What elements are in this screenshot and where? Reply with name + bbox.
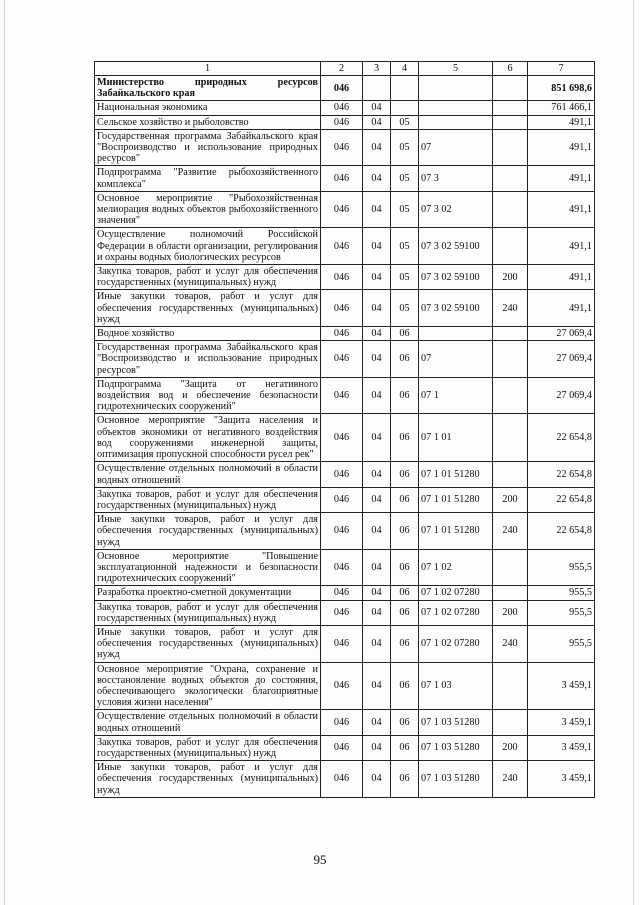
- ministry-code-cell: 046: [321, 115, 363, 129]
- subsection-code-cell: [391, 101, 419, 115]
- subsection-code-cell: 06: [391, 513, 419, 550]
- table-row: [95, 265, 595, 290]
- amount-cell: 491,1: [528, 265, 595, 290]
- table-row: [95, 166, 595, 191]
- row-name-cell: Осуществление полномочий Российской Федерации в области организации, регулирования и охраны водных биологических ресурсов: [95, 228, 321, 265]
- amount-cell: 22 654,8: [528, 414, 595, 462]
- table-row: [95, 487, 595, 512]
- subsection-code-cell: 06: [391, 462, 419, 487]
- expense-type-cell: 240: [493, 513, 528, 550]
- target-article-cell: 07 1 03 51280: [419, 761, 493, 798]
- target-article-cell: 07 1 01 51280: [419, 462, 493, 487]
- ministry-code-cell: 046: [321, 625, 363, 662]
- expense-type-cell: [493, 414, 528, 462]
- section-code-cell: 04: [363, 166, 391, 191]
- ministry-code-cell: 046: [321, 662, 363, 710]
- ministry-code-cell: 046: [321, 265, 363, 290]
- expense-type-cell: 200: [493, 735, 528, 760]
- row-name-cell: Иные закупки товаров, работ и услуг для обеспечения государственных (муниципальных) нужд: [95, 625, 321, 662]
- section-code-cell: 04: [363, 513, 391, 550]
- subsection-code-cell: 06: [391, 549, 419, 586]
- target-article-cell: 07 1 02: [419, 549, 493, 586]
- amount-cell: 3 459,1: [528, 710, 595, 735]
- target-article-cell: 07 1 01 51280: [419, 487, 493, 512]
- subsection-code-cell: 06: [391, 761, 419, 798]
- table-row: [95, 513, 595, 550]
- amount-cell: 491,1: [528, 115, 595, 129]
- subsection-code-cell: 05: [391, 191, 419, 228]
- section-code-cell: 04: [363, 462, 391, 487]
- table-row: [95, 76, 595, 101]
- table-row: [95, 327, 595, 341]
- target-article-cell: 07 3 02: [419, 191, 493, 228]
- row-name-cell: Закупка товаров, работ и услуг для обеспечения государственных (муниципальных) нужд: [95, 600, 321, 625]
- section-code-cell: 04: [363, 129, 391, 166]
- subsection-code-cell: 06: [391, 710, 419, 735]
- amount-cell: 491,1: [528, 290, 595, 327]
- amount-cell: 491,1: [528, 191, 595, 228]
- row-name-cell: Основное мероприятие "Защита населения и объектов экономики от негативного воздействия вод сооружениями инженерной защиты, оптимизация пропускной способности русел рек": [95, 414, 321, 462]
- column-header: 5: [419, 62, 493, 76]
- target-article-cell: [419, 76, 493, 101]
- subsection-code-cell: 06: [391, 600, 419, 625]
- target-article-cell: 07 1 03 51280: [419, 735, 493, 760]
- row-name-cell: Подпрограмма "Защита от негативного воздействия вод и обеспечение безопасности гидротехнических сооружений": [95, 377, 321, 414]
- row-name-cell: Основное мероприятие "Охрана, сохранение и восстановление водных объектов до состояния, обеспечивающего экологически благоприятные условия жизни населения": [95, 662, 321, 710]
- section-code-cell: [363, 76, 391, 101]
- row-name-cell: Разработка проектно-сметной документации: [95, 586, 321, 600]
- column-header: 1: [95, 62, 321, 76]
- ministry-code-cell: 046: [321, 101, 363, 115]
- section-code-cell: 04: [363, 662, 391, 710]
- target-article-cell: 07 1 01 51280: [419, 513, 493, 550]
- ministry-code-cell: 046: [321, 76, 363, 101]
- target-article-cell: 07: [419, 129, 493, 166]
- table-body: [95, 76, 595, 798]
- section-code-cell: 04: [363, 191, 391, 228]
- row-name-cell: Министерство природных ресурсов Забайкальского края: [95, 76, 321, 101]
- table-row: [95, 129, 595, 166]
- page-edge-right: [633, 0, 634, 905]
- ministry-code-cell: 046: [321, 129, 363, 166]
- subsection-code-cell: 05: [391, 115, 419, 129]
- section-code-cell: 04: [363, 115, 391, 129]
- amount-cell: 22 654,8: [528, 513, 595, 550]
- table-row: [95, 586, 595, 600]
- target-article-cell: 07 3: [419, 166, 493, 191]
- table-row: [95, 115, 595, 129]
- page-edge-left: [4, 0, 5, 905]
- expense-type-cell: [493, 101, 528, 115]
- amount-cell: 22 654,8: [528, 487, 595, 512]
- amount-cell: 955,5: [528, 549, 595, 586]
- target-article-cell: 07 3 02 59100: [419, 290, 493, 327]
- expense-type-cell: 200: [493, 600, 528, 625]
- expense-type-cell: [493, 327, 528, 341]
- expense-type-cell: [493, 586, 528, 600]
- ministry-code-cell: 046: [321, 327, 363, 341]
- table-row: [95, 662, 595, 710]
- table-row: [95, 228, 595, 265]
- ministry-code-cell: 046: [321, 761, 363, 798]
- section-code-cell: 04: [363, 487, 391, 512]
- column-header: 6: [493, 62, 528, 76]
- target-article-cell: [419, 101, 493, 115]
- subsection-code-cell: 05: [391, 228, 419, 265]
- table-row: [95, 710, 595, 735]
- ministry-code-cell: 046: [321, 735, 363, 760]
- subsection-code-cell: 06: [391, 341, 419, 378]
- row-name-cell: Иные закупки товаров, работ и услуг для обеспечения государственных (муниципальных) нужд: [95, 290, 321, 327]
- table-row: [95, 625, 595, 662]
- amount-cell: 3 459,1: [528, 662, 595, 710]
- target-article-cell: 07 1 03 51280: [419, 710, 493, 735]
- target-article-cell: 07 1 02 07280: [419, 586, 493, 600]
- expense-type-cell: 200: [493, 487, 528, 512]
- section-code-cell: 04: [363, 625, 391, 662]
- expense-type-cell: [493, 228, 528, 265]
- subsection-code-cell: 05: [391, 265, 419, 290]
- amount-cell: 27 069,4: [528, 327, 595, 341]
- subsection-code-cell: 06: [391, 586, 419, 600]
- amount-cell: 761 466,1: [528, 101, 595, 115]
- amount-cell: 491,1: [528, 228, 595, 265]
- table-row: [95, 191, 595, 228]
- table-row: [95, 549, 595, 586]
- ministry-code-cell: 046: [321, 586, 363, 600]
- expense-type-cell: [493, 710, 528, 735]
- column-header: 3: [363, 62, 391, 76]
- table-row: [95, 414, 595, 462]
- section-code-cell: 04: [363, 265, 391, 290]
- section-code-cell: 04: [363, 600, 391, 625]
- row-name-cell: Закупка товаров, работ и услуг для обеспечения государственных (муниципальных) нужд: [95, 487, 321, 512]
- ministry-code-cell: 046: [321, 377, 363, 414]
- section-code-cell: 04: [363, 101, 391, 115]
- row-name-cell: Основное мероприятие "Повышение эксплуатационной надежности и безопасности гидротехнических сооружений": [95, 549, 321, 586]
- section-code-cell: 04: [363, 377, 391, 414]
- amount-cell: 3 459,1: [528, 761, 595, 798]
- row-name-cell: Осуществление отдельных полномочий в области водных отношений: [95, 710, 321, 735]
- row-name-cell: Государственная программа Забайкальского края "Воспроизводство и использование природных ресурсов": [95, 129, 321, 166]
- target-article-cell: 07 1: [419, 377, 493, 414]
- column-header: 4: [391, 62, 419, 76]
- subsection-code-cell: 06: [391, 487, 419, 512]
- amount-cell: 491,1: [528, 166, 595, 191]
- target-article-cell: [419, 327, 493, 341]
- budget-table: [94, 61, 595, 798]
- expense-type-cell: [493, 191, 528, 228]
- ministry-code-cell: 046: [321, 462, 363, 487]
- column-header: 2: [321, 62, 363, 76]
- section-code-cell: 04: [363, 341, 391, 378]
- target-article-cell: 07 3 02 59100: [419, 228, 493, 265]
- ministry-code-cell: 046: [321, 414, 363, 462]
- expense-type-cell: [493, 377, 528, 414]
- row-name-cell: Государственная программа Забайкальского края "Воспроизводство и использование природных ресурсов": [95, 341, 321, 378]
- expense-type-cell: [493, 662, 528, 710]
- target-article-cell: [419, 115, 493, 129]
- table-row: [95, 462, 595, 487]
- subsection-code-cell: 06: [391, 735, 419, 760]
- target-article-cell: 07 1 03: [419, 662, 493, 710]
- section-code-cell: 04: [363, 735, 391, 760]
- page-number: 95: [313, 852, 327, 867]
- section-code-cell: 04: [363, 414, 391, 462]
- subsection-code-cell: 06: [391, 327, 419, 341]
- section-code-cell: 04: [363, 327, 391, 341]
- amount-cell: 955,5: [528, 625, 595, 662]
- target-article-cell: 07 1 02 07280: [419, 600, 493, 625]
- amount-cell: 955,5: [528, 586, 595, 600]
- subsection-code-cell: 05: [391, 129, 419, 166]
- subsection-code-cell: 06: [391, 414, 419, 462]
- ministry-code-cell: 046: [321, 228, 363, 265]
- ministry-code-cell: 046: [321, 341, 363, 378]
- table-row: [95, 290, 595, 327]
- expense-type-cell: [493, 115, 528, 129]
- expense-type-cell: [493, 76, 528, 101]
- expense-type-cell: [493, 129, 528, 166]
- row-name-cell: Иные закупки товаров, работ и услуг для обеспечения государственных (муниципальных) нужд: [95, 513, 321, 550]
- table-row: [95, 761, 595, 798]
- ministry-code-cell: 046: [321, 166, 363, 191]
- column-header: 7: [528, 62, 595, 76]
- table-row: [95, 377, 595, 414]
- ministry-code-cell: 046: [321, 487, 363, 512]
- section-code-cell: 04: [363, 761, 391, 798]
- ministry-code-cell: 046: [321, 513, 363, 550]
- section-code-cell: 04: [363, 586, 391, 600]
- target-article-cell: 07 1 02 07280: [419, 625, 493, 662]
- subsection-code-cell: 05: [391, 166, 419, 191]
- table-row: [95, 341, 595, 378]
- row-name-cell: Подпрограмма "Развитие рыбохозяйственного комплекса": [95, 166, 321, 191]
- section-code-cell: 04: [363, 228, 391, 265]
- header-row: [95, 62, 595, 76]
- ministry-code-cell: 046: [321, 290, 363, 327]
- expense-type-cell: [493, 549, 528, 586]
- section-code-cell: 04: [363, 549, 391, 586]
- row-name-cell: Национальная экономика: [95, 101, 321, 115]
- ministry-code-cell: 046: [321, 710, 363, 735]
- row-name-cell: Закупка товаров, работ и услуг для обеспечения государственных (муниципальных) нужд: [95, 735, 321, 760]
- subsection-code-cell: 06: [391, 662, 419, 710]
- ministry-code-cell: 046: [321, 600, 363, 625]
- expense-type-cell: 240: [493, 625, 528, 662]
- expense-type-cell: [493, 341, 528, 378]
- subsection-code-cell: [391, 76, 419, 101]
- table-row: [95, 735, 595, 760]
- amount-cell: 491,1: [528, 129, 595, 166]
- amount-cell: 851 698,6: [528, 76, 595, 101]
- amount-cell: 22 654,8: [528, 462, 595, 487]
- row-name-cell: Закупка товаров, работ и услуг для обеспечения государственных (муниципальных) нужд: [95, 265, 321, 290]
- row-name-cell: Водное хозяйство: [95, 327, 321, 341]
- amount-cell: 27 069,4: [528, 341, 595, 378]
- table-row: [95, 101, 595, 115]
- amount-cell: 955,5: [528, 600, 595, 625]
- expense-type-cell: 240: [493, 290, 528, 327]
- ministry-code-cell: 046: [321, 191, 363, 228]
- section-code-cell: 04: [363, 710, 391, 735]
- expense-type-cell: [493, 166, 528, 191]
- table-row: [95, 600, 595, 625]
- target-article-cell: 07 3 02 59100: [419, 265, 493, 290]
- amount-cell: 27 069,4: [528, 377, 595, 414]
- ministry-code-cell: 046: [321, 549, 363, 586]
- target-article-cell: 07: [419, 341, 493, 378]
- expense-type-cell: [493, 462, 528, 487]
- subsection-code-cell: 05: [391, 290, 419, 327]
- target-article-cell: 07 1 01: [419, 414, 493, 462]
- subsection-code-cell: 06: [391, 625, 419, 662]
- amount-cell: 3 459,1: [528, 735, 595, 760]
- expense-type-cell: 240: [493, 761, 528, 798]
- row-name-cell: Сельское хозяйство и рыболовство: [95, 115, 321, 129]
- row-name-cell: Осуществление отдельных полномочий в области водных отношений: [95, 462, 321, 487]
- subsection-code-cell: 06: [391, 377, 419, 414]
- expense-type-cell: 200: [493, 265, 528, 290]
- section-code-cell: 04: [363, 290, 391, 327]
- row-name-cell: Иные закупки товаров, работ и услуг для обеспечения государственных (муниципальных) нужд: [95, 761, 321, 798]
- row-name-cell: Основное мероприятие "Рыбохозяйственная мелиорация водных объектов рыбохозяйственного значения": [95, 191, 321, 228]
